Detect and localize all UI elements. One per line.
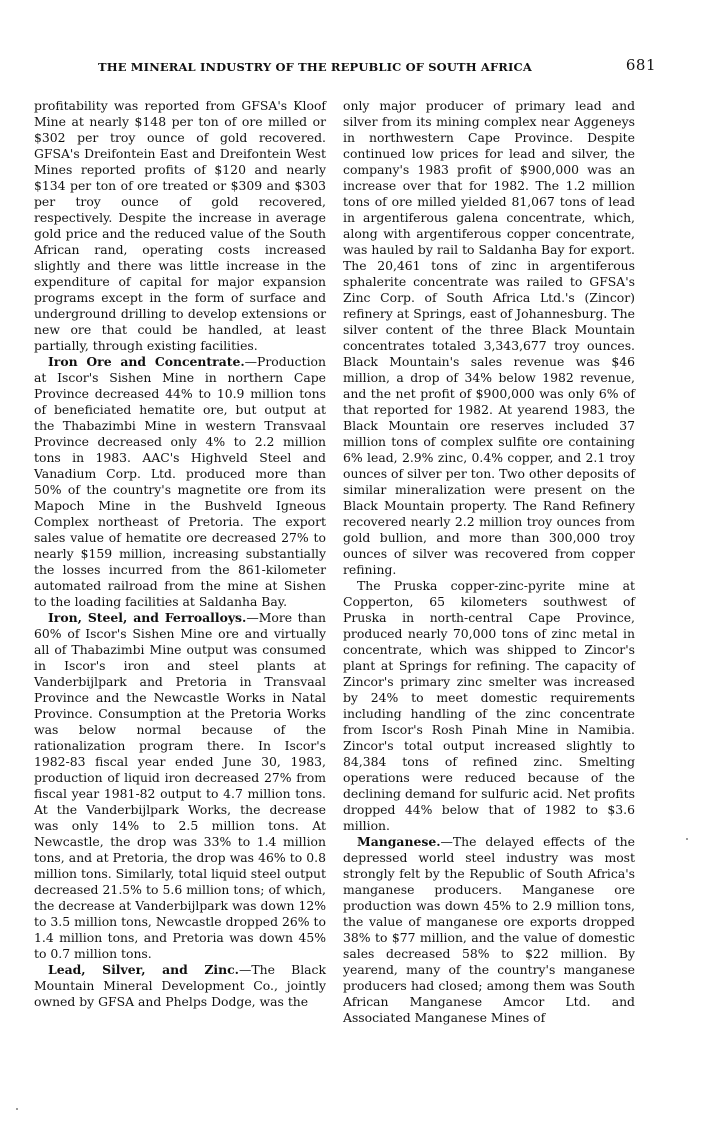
manganese-heading: Manganese.	[357, 834, 441, 849]
pruska-paragraph: The Pruska copper-zinc-pyrite mine at Copperton, 65 kilometers southwest of Pruska in north-central Cape Province, produced nearly 70,000 tons of zinc metal in concentrate, which was shipped to Zincor's plant at Springs for refining. The capacity of Zincor's primary zinc smelter was increased by 24% to meet domestic requirements including handling of the zinc concentrate from Iscor's Rosh Pinah Mine in Namibia. Zincor's total output increased slightly to 84,384 tons of refined zinc. Smelting operations were reduced because of the declining demand for sulfuric acid. Net profits dropped 44% below that of 1982 to $3.6 million.	[343, 578, 635, 833]
manganese-paragraph	[343, 834, 635, 1026]
left-column	[34, 98, 326, 1010]
lead-silver-zinc-paragraph	[34, 962, 326, 1010]
iron-steel-heading: Iron, Steel, and Ferroalloys.	[48, 610, 247, 625]
scan-speck	[686, 838, 688, 840]
scan-speck	[16, 1108, 18, 1110]
black-mountain-paragraph: only major producer of primary lead and silver from its mining complex near Aggeneys in northwestern Cape Province. Despite continued low prices for lead and silver, the company's 1983 profit of $900,000 was an increase over that for 1982. The 1.2 million tons of ore milled yielded 81,067 tons of lead in argentiferous galena concentrate, which, along with argentiferous copper concentrate, was hauled by rail to Saldanha Bay for export. The 20,461 tons of zinc in argentiferous sphalerite concentrate was railed to GFSA's Zinc Corp. of South Africa Ltd.'s (Zincor) refinery at Springs, east of Johannesburg. The silver content of the three Black Mountain concentrates totaled 3,343,677 troy ounces. Black Mountain's sales revenue was $46 million, a drop of 34% below 1982 revenue, and the net profit of $900,000 was only 6% of that reported for 1982. At yearend 1983, the Black Mountain ore reserves included 37 million tons of complex sulfite ore containing 6% lead, 2.9% zinc, 0.4% copper, and 2.1 troy ounces of silver per ton. Two other deposits of similar mineralization were present on the Black Mountain property. The Rand Refinery recovered nearly 2.2 million troy ounces from gold bullion, and more than 300,000 troy ounces of silver was recovered from copper refining.	[343, 98, 635, 577]
iron-ore-heading: Iron Ore and Concentrate.	[48, 354, 245, 369]
lead-silver-zinc-heading: Lead, Silver, and Zinc.	[48, 962, 239, 977]
page-number: 681	[625, 56, 656, 74]
gold-paragraph: profitability was reported from GFSA's Kloof Mine at nearly $148 per ton of ore milled or $302 per troy ounce of gold recovered. GFSA's Dreifontein East and Dreifontein West Mines reported profits of $120 and nearly $134 per ton of ore treated or $309 and $303 per troy ounce of gold recovered, respectively. Despite the increase in average gold price and the reduced value of the South African rand, operating costs increased slightly and there was little increase in the expenditure of capital for major expansion programs except in the form of surface and underground drilling to develop extensions or new ore that could be handled, at least partially, through existing facilities.	[34, 98, 326, 353]
iron-ore-text: —Production at Iscor's Sishen Mine in northern Cape Province decreased 44% to 10.9 million tons of beneficiated hematite ore, but output at the Thabazimbi Mine in western Transvaal Province decreased only 4% to 2.2 million tons in 1983. AAC's Highveld Steel and Vanadium Corp. Ltd. produced more than 50% of the country's magnetite ore from its Mapoch Mine in the Bushveld Igneous Complex northeast of Pretoria. The export sales value of hematite ore decreased 27% to nearly $159 million, increasing substantially the losses incurred from the 861-kilometer automated railroad from the mine at Sishen to the loading facilities at Saldanha Bay.	[34, 354, 326, 609]
lead-silver-zinc-text: —The Black Mountain Mineral Development Co., jointly owned by GFSA and Phelps Dodge, was the	[34, 962, 326, 1009]
running-head: THE MINERAL INDUSTRY OF THE REPUBLIC OF SOUTH AFRICA	[98, 60, 532, 74]
iron-steel-text: —More than 60% of Iscor's Sishen Mine ore and virtually all of Thabazimbi Mine output was consumed in Iscor's iron and steel plants at Vanderbijlpark and Pretoria in Transvaal Province and the Newcastle Works in Natal Province. Consumption at the Pretoria Works was below normal because of the rationalization program there. In Iscor's 1982-83 fiscal year ended June 30, 1983, production of liquid iron decreased 27% from fiscal year 1981-82 output to 4.7 million tons. At the Vanderbijlpark Works, the decrease was only 14% to 2.5 million tons. At Newcastle, the drop was 33% to 1.4 million tons, and at Pretoria, the drop was 46% to 0.8 million tons. Similarly, total liquid steel output decreased 21.5% to 5.6 million tons; of which, the decrease at Vanderbijlpark was down 12% to 3.5 million tons, Newcastle dropped 26% to 1.4 million tons, and Pretoria was down 45% to 0.7 million tons.	[34, 610, 327, 961]
iron-steel-paragraph	[34, 610, 326, 962]
page-header	[34, 56, 656, 78]
manganese-text: —The delayed effects of the depressed world steel industry was most strongly felt by the Republic of South Africa's manganese producers. Manganese ore production was down 45% to 2.9 million tons, the value of manganese ore exports dropped 38% to $77 million, and the value of domestic sales decreased 58% to $22 million. By yearend, many of the country's manganese producers had closed; among them was South African Manganese Amcor Ltd. and Associated Manganese Mines of	[343, 834, 635, 1025]
iron-ore-paragraph	[34, 354, 326, 610]
right-column	[343, 98, 635, 1026]
